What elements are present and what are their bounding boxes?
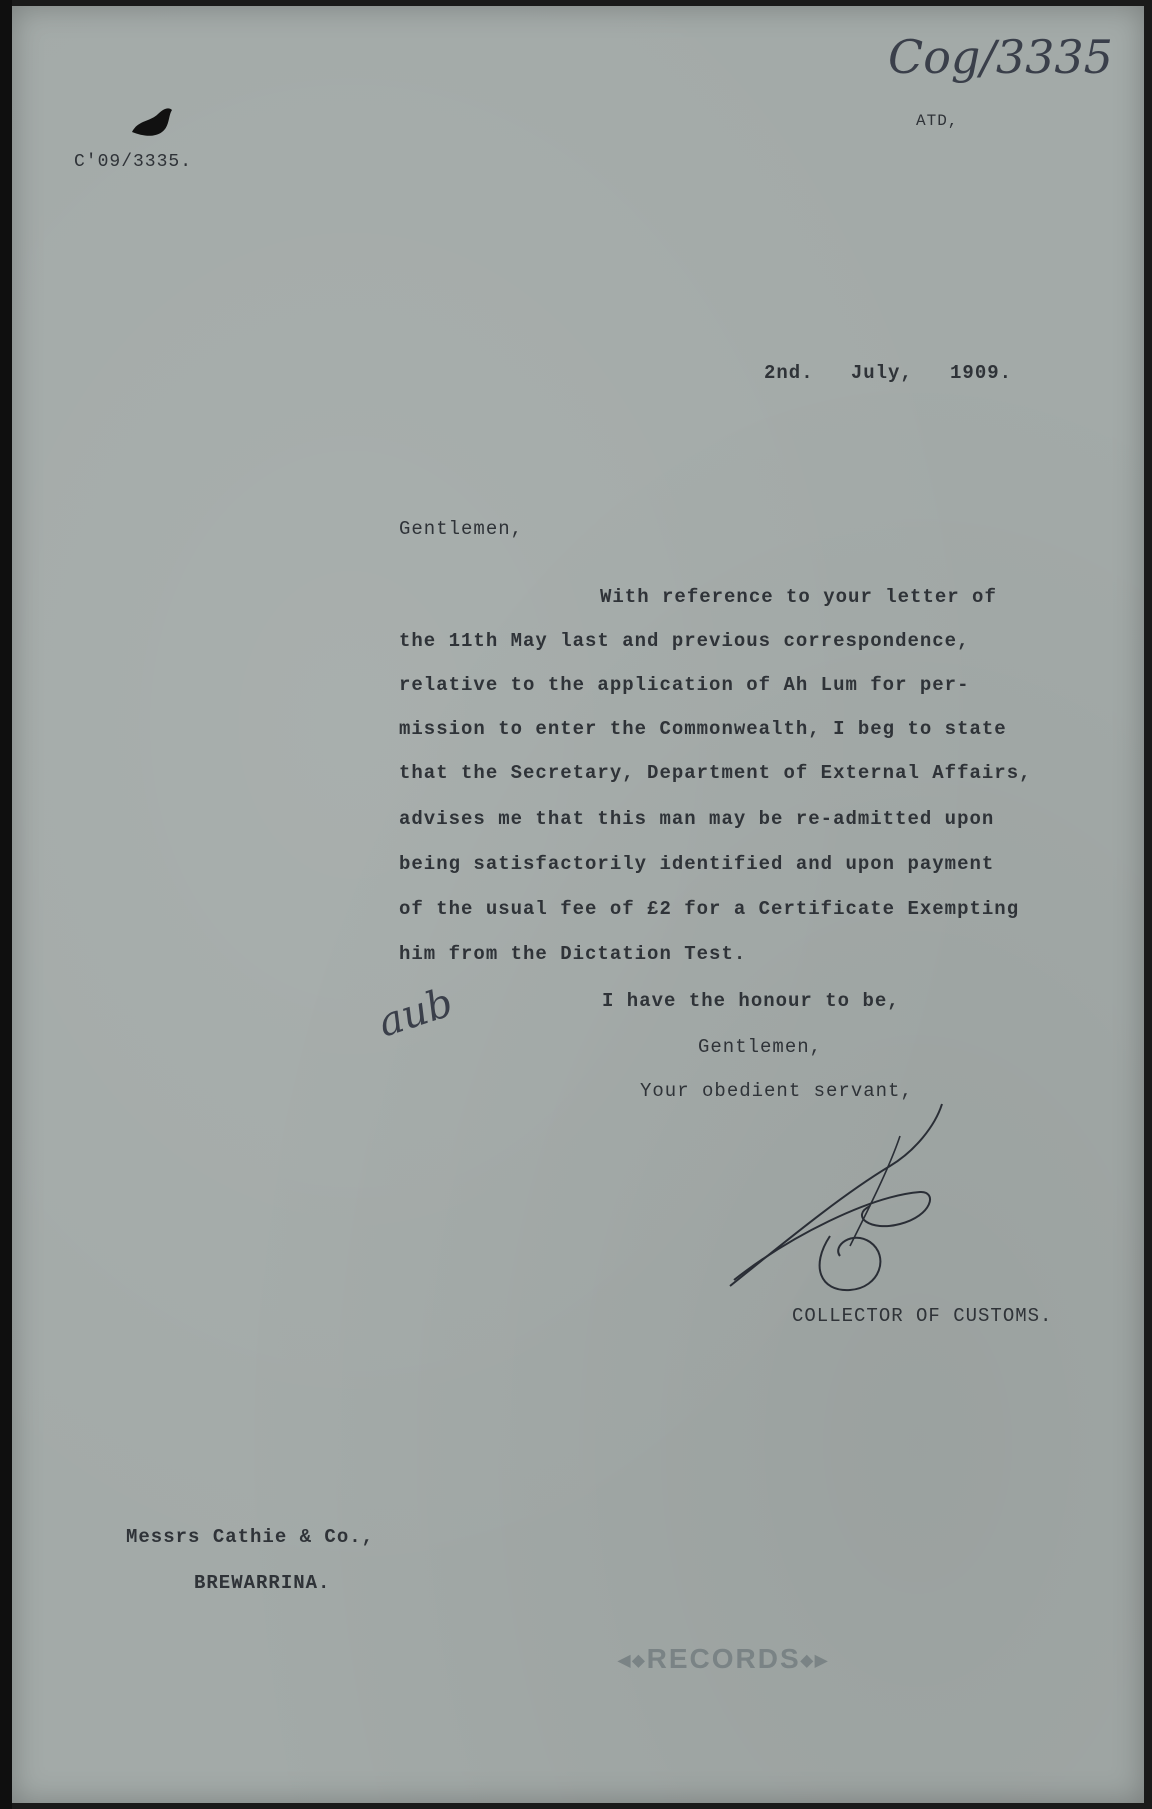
salutation: Gentlemen,: [399, 518, 524, 540]
signature-icon: [720, 1096, 950, 1296]
body-line: advises me that this man may be re-admitted upon: [399, 808, 995, 830]
body-line: him from the Dictation Test.: [399, 943, 747, 965]
body-line: of the usual fee of £2 for a Certificate Exempting: [399, 898, 1020, 920]
stamp-ornament-left-icon: ◀◆: [618, 1652, 647, 1670]
scan-border: [0, 0, 12, 1809]
handwritten-file-number: Cog/3335: [888, 30, 1113, 84]
addressee-name: Messrs Cathie & Co.,: [126, 1526, 375, 1548]
closing-servant: Your obedient servant,: [640, 1080, 913, 1102]
stamp-ornament-right-icon: ◆▶: [800, 1652, 830, 1670]
closing-line: I have the honour to be,: [602, 990, 900, 1012]
closing-gentlemen: Gentlemen,: [698, 1036, 823, 1058]
addressee-place: BREWARRINA.: [194, 1572, 331, 1594]
ink-mark-icon: [128, 102, 178, 144]
body-line: mission to enter the Commonwealth, I beg to state: [399, 718, 1007, 740]
body-line: the 11th May last and previous correspondence,: [399, 630, 970, 652]
letter-date: 2nd. July, 1909.: [764, 362, 1013, 384]
records-stamp: [618, 1643, 829, 1675]
initials: ATD,: [916, 112, 959, 130]
reference-number: C'09/3335.: [74, 152, 193, 172]
body-line: being satisfactorily identified and upon payment: [399, 853, 995, 875]
body-line: With reference to your letter of: [600, 586, 997, 608]
body-line: relative to the application of Ah Lum for per-: [399, 674, 970, 696]
signatory-title: COLLECTOR OF CUSTOMS.: [792, 1305, 1053, 1327]
body-line: that the Secretary, Department of External Affairs,: [399, 762, 1032, 784]
margin-initials: aub: [372, 979, 459, 1047]
stamp-text: RECORDS: [646, 1643, 801, 1674]
